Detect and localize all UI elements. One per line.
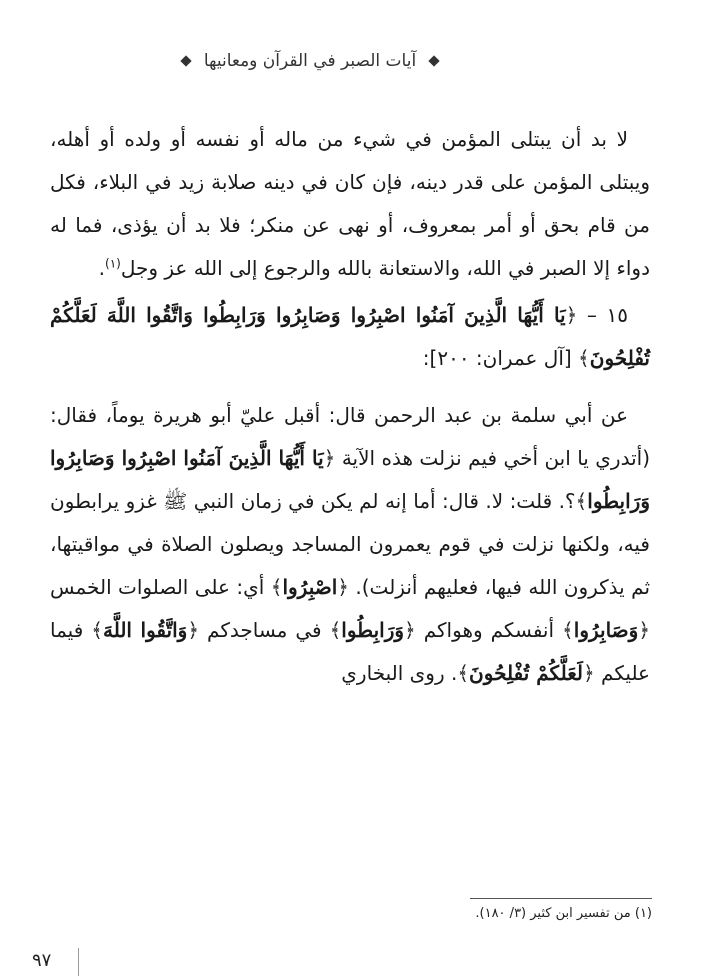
verse-text: يَا أَيُّهَا الَّذِينَ آمَنُوا اصْبِرُوا وَصَابِرُوا وَرَابِطُوا وَاتَّقُوا اللَّهَ لَعَلَّكُمْ تُفْلِحُونَ — [50, 303, 650, 370]
tafsir-text-2: ؟. قلت: لا. قال: أما إنه لم يكن في زمان النبي ﷺ غزو يرابطون فيه، ولكنها نزلت في قوم يعمرون المساجد ويصلون الصلاة في مواقيتها، ثم يذكرون الله فيها، فعليهم أنزلت). — [50, 489, 651, 599]
spacer — [50, 380, 650, 394]
quote-4-text: وَرَابِطُوا — [341, 618, 405, 642]
paragraph-tafsir — [50, 394, 650, 695]
running-header — [160, 44, 460, 78]
quote-6-text: لَعَلَّكُمْ تُفْلِحُونَ — [469, 661, 583, 685]
footnote: (١) من تفسير ابن كثير (٣/ ١٨٠). — [475, 906, 652, 921]
quran-bracket-close-icon: ﴾ — [575, 489, 588, 513]
quran-bracket-close-icon: ﴾ — [329, 618, 342, 642]
quote-3 — [562, 618, 650, 642]
tafsir-text-7: . روى البخاري — [341, 661, 458, 685]
quote-2-text: اصْبِرُوا — [282, 575, 338, 599]
quran-bracket-close-icon: ﴾ — [457, 661, 470, 685]
paragraph-intro-text: لا بد أن يبتلى المؤمن في شيء من ماله أو نفسه أو ولده أو أهله، ويبتلى المؤمن على قدر دينه، فإن كان في دينه صلابة زيد في البلاء، فكل من قام بحق أو أمر بمعروف، أو نهى عن منكر؛ فلا بد أن يؤذى، فما له دواء إلا الصبر في الله، والاستعانة بالله والرجوع إلى الله عز وجل — [50, 127, 650, 280]
quote-6 — [457, 661, 594, 685]
diamond-ornament-icon — [429, 55, 440, 66]
diamond-ornament-icon — [180, 55, 191, 66]
header-title: آيات الصبر في القرآن ومعانيها — [203, 51, 417, 71]
quran-bracket-open-icon: ﴿ — [404, 618, 416, 642]
paragraph-intro — [50, 118, 650, 290]
quran-bracket-open-icon: ﴿ — [323, 446, 336, 470]
quran-bracket-close-icon: ﴾ — [562, 618, 574, 642]
quran-bracket-open-icon: ﴿ — [638, 618, 651, 642]
quran-bracket-close-icon: ﴾ — [270, 575, 283, 599]
quote-2 — [271, 575, 349, 599]
tafsir-text-6: فيما عليكم — [50, 618, 650, 685]
page-number: ٩٧ — [32, 950, 52, 971]
tafsir-text-4: أنفسكم وهواكم — [423, 618, 555, 642]
quran-bracket-open-icon: ﴿ — [565, 303, 578, 327]
quran-bracket-open-icon: ﴿ — [582, 661, 595, 685]
verse-reference: [آل عمران: ٢٠٠]: — [422, 346, 572, 370]
tafsir-text-5: في مساجدكم — [207, 618, 322, 642]
verse-number: ١٥ – — [586, 303, 628, 327]
tafsir-text-3: أي: على الصلوات الخمس — [50, 575, 265, 599]
tafsir-text-1: عن أبي سلمة بن عبد الرحمن قال: أقبل عليّ أبو هريرة يوماً، فقال: (أتدري يا ابن أخي فيم نزلت هذه الآية — [50, 403, 651, 470]
period: . — [98, 256, 106, 280]
page-body — [50, 118, 650, 695]
quote-3-text: وَصَابِرُوا — [573, 618, 639, 642]
quote-5 — [91, 618, 199, 642]
quote-5-text: وَاتَّقُوا اللَّهَ — [102, 618, 188, 642]
quran-bracket-open-icon: ﴿ — [337, 575, 349, 599]
quote-1-text: يَا أَيُّهَا الَّذِينَ آمَنُوا اصْبِرُوا وَصَابِرُوا وَرَابِطُوا — [50, 446, 650, 513]
quote-4 — [330, 618, 416, 642]
footnote-marker: (١) — [105, 256, 121, 271]
page-number-divider — [78, 948, 79, 976]
quran-bracket-close-icon: ﴾ — [91, 618, 103, 642]
quran-bracket-close-icon: ﴾ — [578, 346, 590, 370]
footnote-separator — [470, 898, 652, 899]
verse-heading — [50, 294, 650, 380]
quran-bracket-open-icon: ﴿ — [187, 618, 200, 642]
